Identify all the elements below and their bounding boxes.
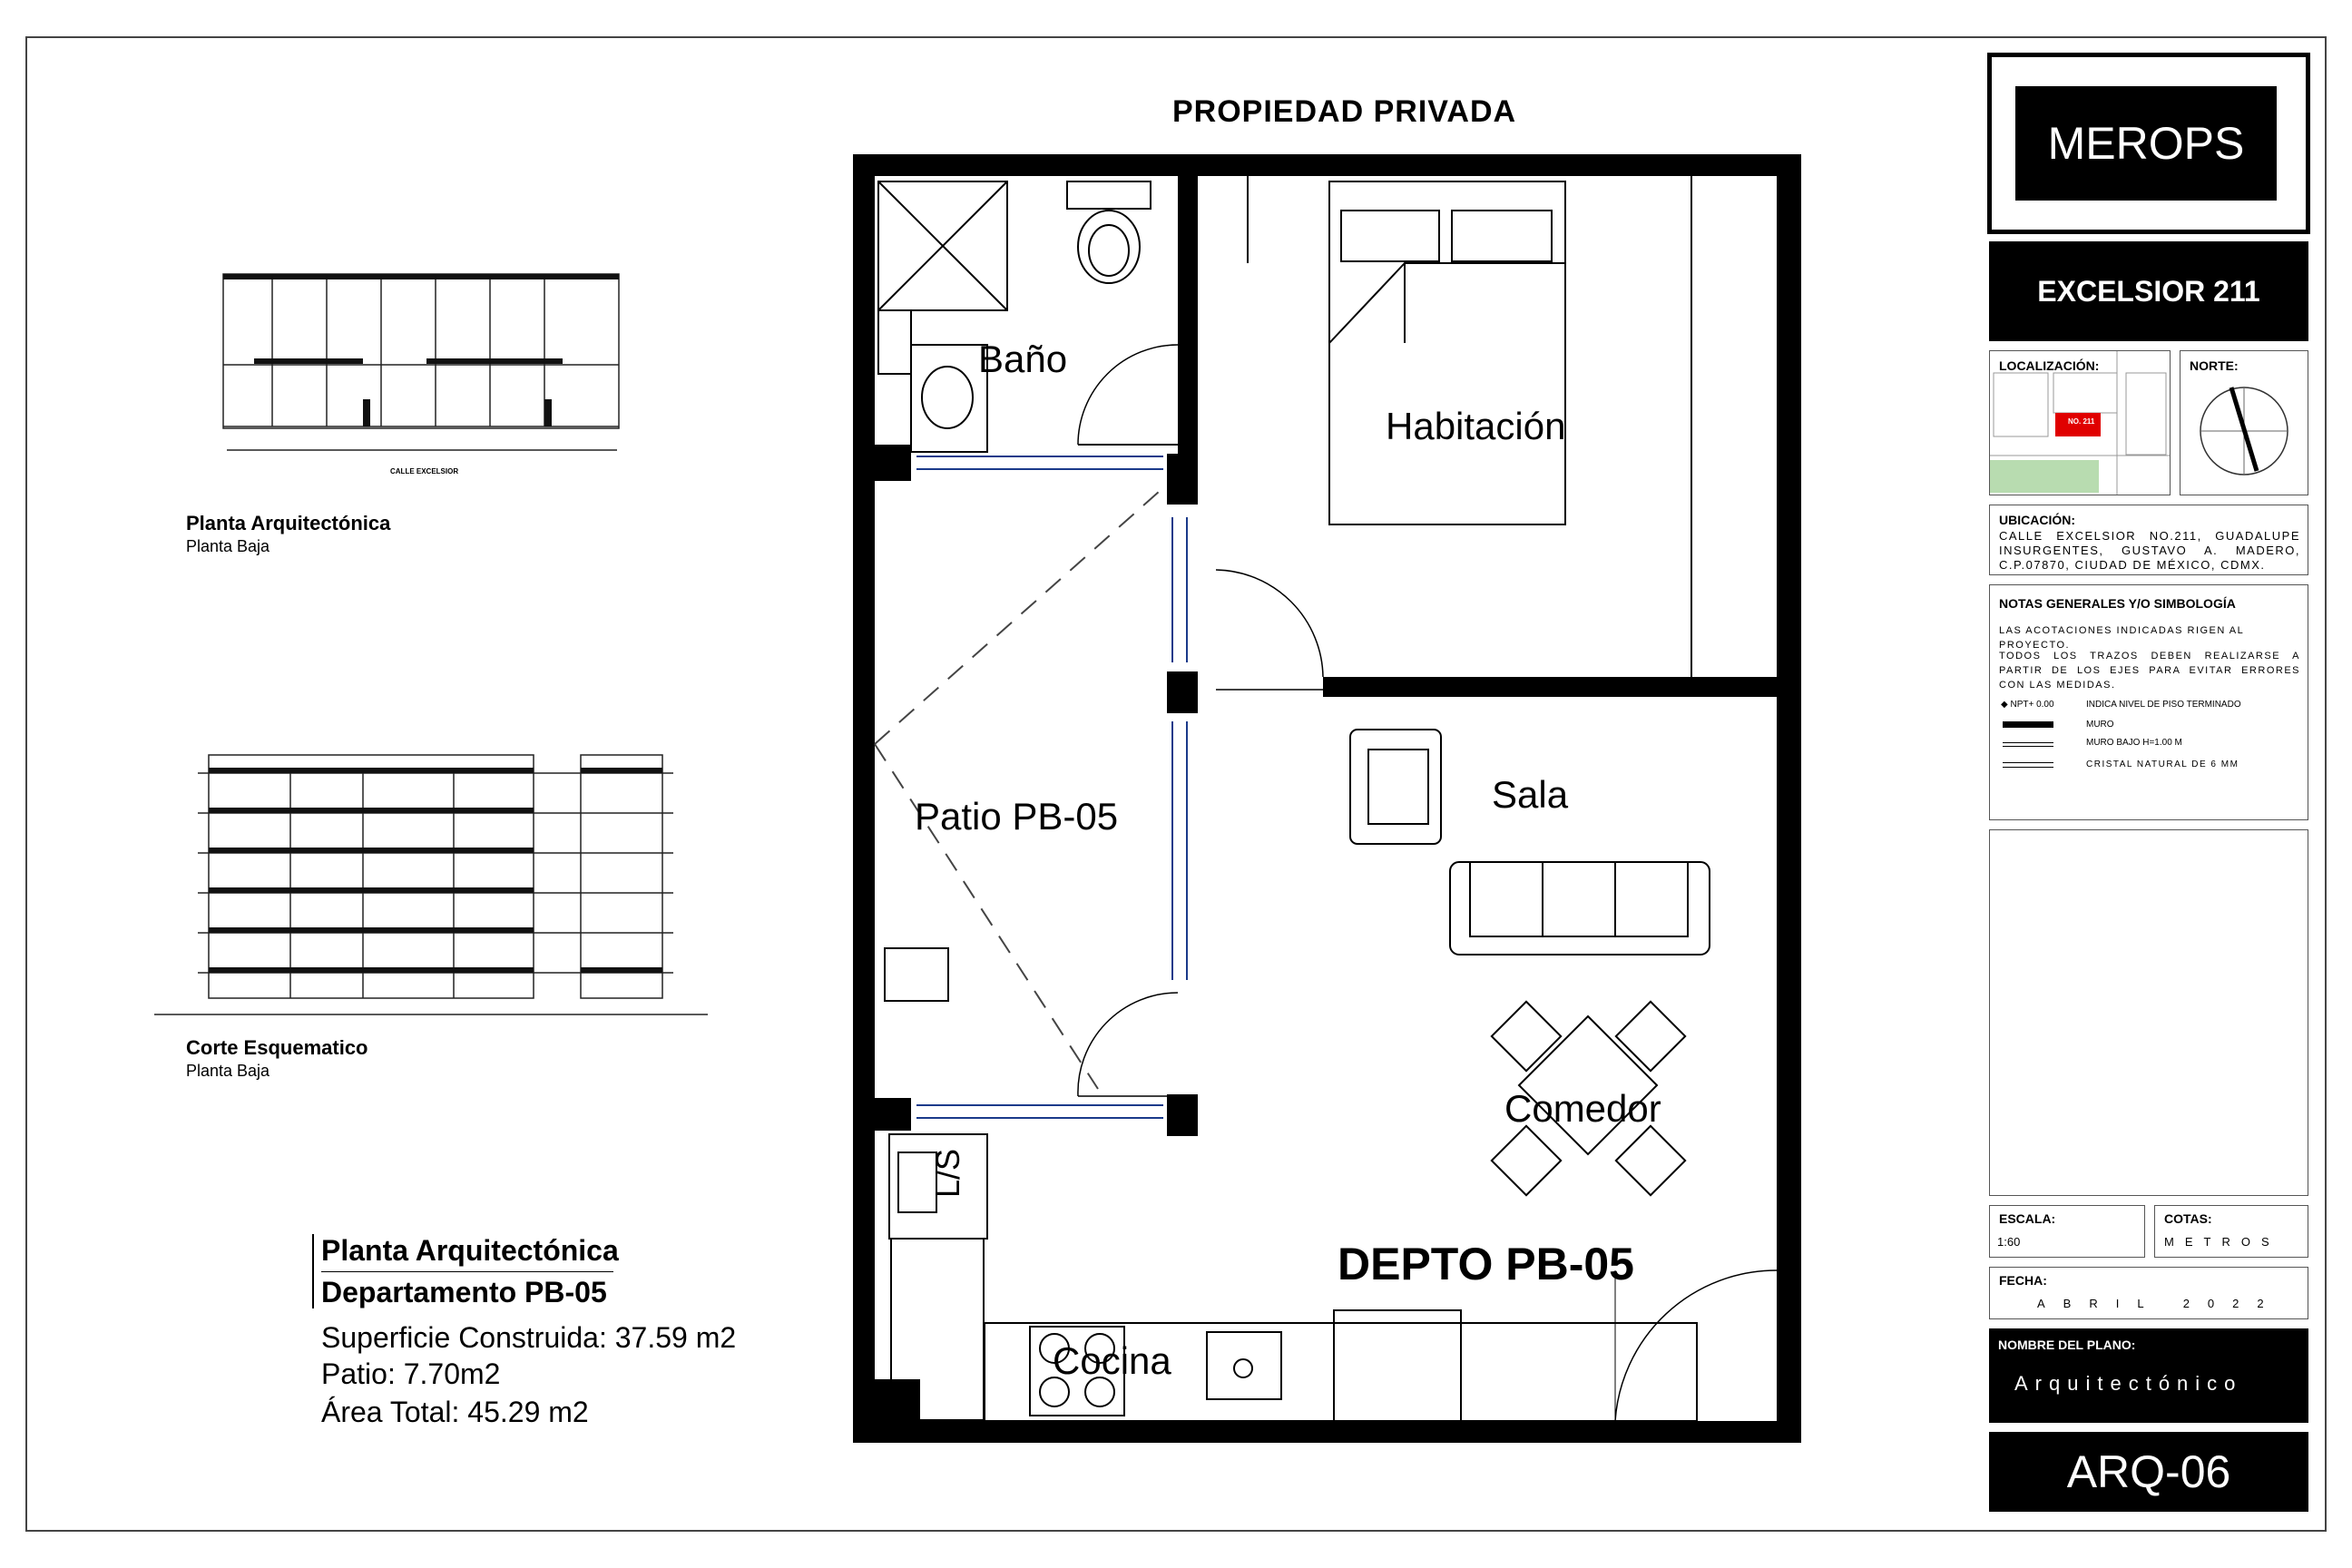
notes-title: NOTAS GENERALES Y/O SIMBOLOGÍA [1999,596,2236,611]
firm-name: MEROPS [2015,86,2277,201]
location-label: LOCALIZACIÓN: [1999,358,2100,373]
room-bano: Baño [978,338,1068,380]
legend-npt-text: INDICA NIVEL DE PISO TERMINADO [2086,700,2241,710]
notes-1: LAS ACOTACIONES INDICADAS RIGEN AL PROYECTO. [1999,625,2244,651]
legend-low-wall-symbol [2003,742,2053,747]
room-sala: Sala [1492,773,1569,816]
date-box [1989,1267,2308,1319]
legend-low-wall-text: MURO BAJO H=1.00 M [2086,738,2182,748]
scale-box [1989,1205,2145,1258]
thumb-plan-title: Planta Arquitectónica [186,512,391,534]
notes-2: TODOS LOS TRAZOS DEBEN REALIZARSE A PARTIR DE LOS EJES PARA EVITAR ERRORES CON LAS MEDIDAS. [1999,651,2300,691]
date-value: ABRIL 2022 [2037,1297,2282,1310]
plan-name-box [1989,1328,2308,1423]
room-comedor: Comedor [1504,1087,1661,1130]
section-title: Corte Esquematico [186,1036,368,1059]
room-patio: Patio PB-05 [915,795,1119,838]
room-ls: L/S [929,1148,967,1199]
legend-wall-symbol [2003,721,2053,728]
location-address-box [1989,505,2308,575]
date-label: FECHA: [1999,1273,2047,1288]
units-label: COTAS: [2164,1211,2212,1226]
address-text: CALLE EXCELSIOR NO.211, GUADALUPE INSURGENTES, GUSTAVO A. MADERO, C.P.07870, CIUDAD DE MÉXICO, CDMX. [1999,529,2300,572]
room-cocina: Cocina [1053,1339,1171,1382]
legend-glass-symbol [2003,762,2053,768]
north-box [2180,350,2308,495]
info-line-2: Patio: 7.70m2 [321,1357,501,1390]
legend-wall-text: MURO [2086,720,2114,730]
info-divider [321,1271,613,1272]
firm-frame [1987,53,2310,234]
scale-label: ESCALA: [1999,1211,2056,1226]
info-title-2: Departamento PB-05 [321,1276,607,1308]
notes-box [1989,584,2308,820]
scale-value: 1:60 [1997,1235,2021,1249]
info-line-3: Área Total: 45.29 m2 [321,1396,589,1428]
legend-npt-symbol: ◆ NPT+ 0.00 [2001,700,2054,710]
info-title-1: Planta Arquitectónica [321,1234,619,1267]
units-value: METROS [2164,1235,2280,1249]
sheet-number: ARQ-06 [1989,1432,2308,1512]
units-box [2154,1205,2308,1258]
thumb-street: CALLE EXCELSIOR [390,467,459,475]
project-name: EXCELSIOR 211 [1989,241,2308,341]
room-habitacion: Habitación [1386,405,1566,447]
location-box [1989,350,2171,495]
address-label: UBICACIÓN: [1999,513,2075,527]
top-title: PROPIEDAD PRIVADA [1172,94,1517,129]
section-sub: Planta Baja [186,1062,270,1080]
legend-glass-text: CRISTAL NATURAL DE 6 MM [2086,760,2239,769]
unit-label: DEPTO PB-05 [1338,1239,1634,1289]
blank-box [1989,829,2308,1196]
north-label: NORTE: [2190,358,2239,373]
plan-name-label: NOMBRE DEL PLANO: [1998,1338,2136,1352]
north-arrow-icon [2180,351,2308,495]
location-lot: NO. 211 [2068,417,2095,426]
info-line-1: Superficie Construida: 37.59 m2 [321,1321,737,1354]
info-rule [312,1234,314,1308]
plan-name-value: Arquitectónico [2014,1372,2243,1395]
thumb-plan-sub: Planta Baja [186,537,270,555]
